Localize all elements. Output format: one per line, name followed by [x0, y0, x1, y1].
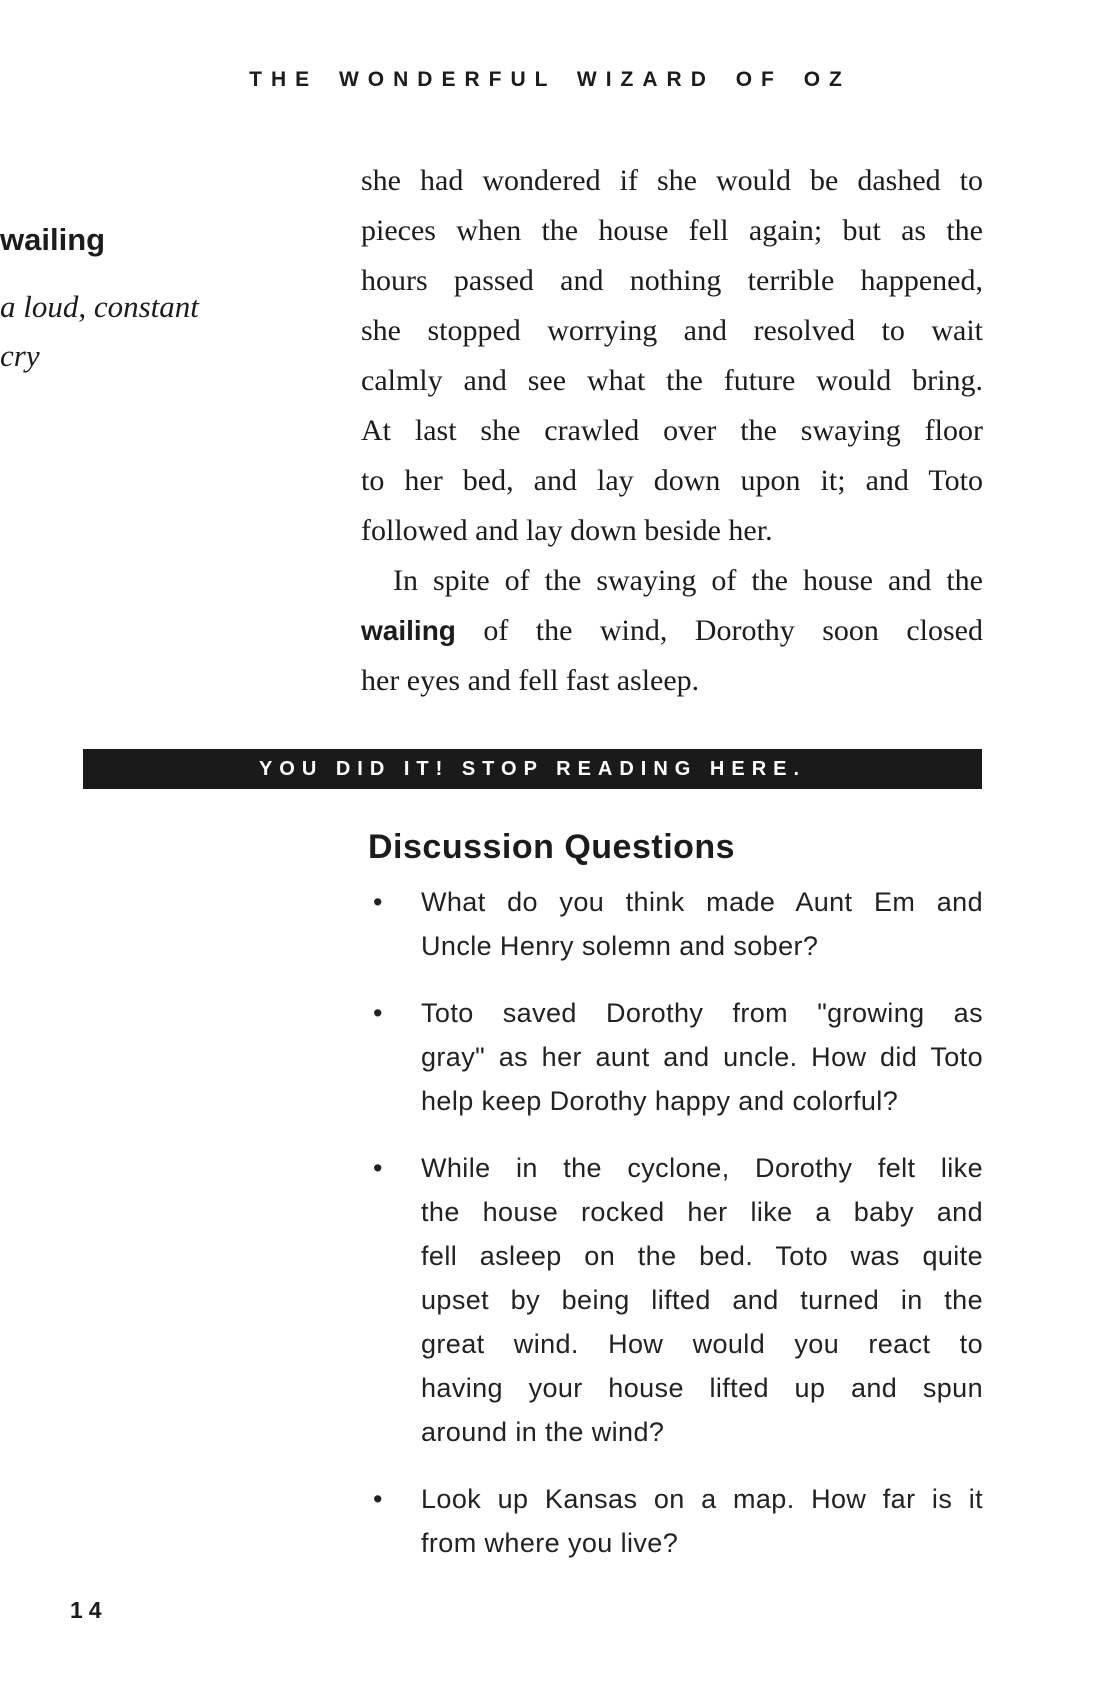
story-text-segment: she had wondered if she would be dashed to [361, 164, 983, 197]
story-text-segment: she stopped worrying and resolved to wait [361, 314, 983, 347]
question-line: help keep Dorothy happy and colorful? [421, 1086, 899, 1116]
story-text-segment: her eyes and fell fast asleep. [361, 664, 700, 697]
story-text-segment: to her bed, and lay down upon it; and Toto [361, 464, 983, 497]
story-line [361, 406, 983, 456]
question-line: having your house lifted up and spun [421, 1373, 983, 1403]
vocab-term: wailing [0, 222, 106, 257]
bullet-icon: • [373, 887, 383, 917]
vocab-word-highlight: wailing [361, 615, 456, 646]
story-line [361, 156, 983, 206]
question-text [421, 1477, 983, 1565]
question-line: the house rocked her like a baby and [421, 1197, 983, 1227]
question-line: from where you live? [421, 1528, 679, 1558]
story-line [361, 556, 983, 606]
question-item [373, 1477, 983, 1565]
story-line [361, 606, 983, 656]
story-text-segment: In spite of the swaying of the house and the [393, 564, 983, 597]
question-text [421, 1146, 983, 1454]
question-line: fell asleep on the bed. Toto was quite [421, 1241, 983, 1271]
vocab-definition-line: cry [0, 338, 40, 373]
bullet-icon: • [373, 998, 383, 1028]
question-line: What do you think made Aunt Em and [421, 887, 983, 917]
running-header: THE WONDERFUL WIZARD OF OZ [249, 68, 851, 91]
bullet-icon: • [373, 1153, 383, 1183]
story-text [361, 156, 983, 706]
question-item [373, 991, 983, 1123]
discussion-questions-list [373, 880, 983, 1565]
story-line [361, 256, 983, 306]
discussion-questions-heading: Discussion Questions [368, 828, 736, 866]
story-line [361, 306, 983, 356]
stop-reading-banner [83, 749, 982, 789]
story-text-segment: followed and lay down beside her. [361, 514, 773, 547]
story-text-segment: calmly and see what the future would bring. [361, 364, 983, 397]
story-line [361, 356, 983, 406]
story-text-segment: At last she crawled over the swaying floor [361, 414, 983, 447]
stop-reading-label: YOU DID IT! STOP READING HERE. [258, 758, 807, 780]
page-number: 14 [70, 1597, 108, 1623]
story-text-segment: hours passed and nothing terrible happened, [361, 264, 983, 297]
bullet-icon: • [373, 1484, 383, 1514]
vocab-definition-line: a loud, constant [0, 289, 199, 324]
story-text-segment: pieces when the house fell again; but as the [361, 214, 983, 247]
question-line: upset by being lifted and turned in the [421, 1285, 983, 1315]
question-line: Look up Kansas on a map. How far is it [421, 1484, 983, 1514]
question-line: While in the cyclone, Dorothy felt like [421, 1153, 983, 1183]
story-line [361, 656, 983, 706]
story-line [361, 506, 983, 556]
question-text [421, 880, 983, 968]
question-item [373, 1146, 983, 1454]
story-line [361, 456, 983, 506]
question-line: great wind. How would you react to [421, 1329, 983, 1359]
vocab-definition [0, 282, 270, 380]
question-line: Uncle Henry solemn and sober? [421, 931, 819, 961]
question-line: gray" as her aunt and uncle. How did Toto [421, 1042, 983, 1072]
question-text [421, 991, 983, 1123]
story-text-segment: of the wind, Dorothy soon closed [455, 614, 983, 647]
story-line [361, 206, 983, 256]
question-line: around in the wind? [421, 1417, 665, 1447]
question-line: Toto saved Dorothy from "growing as [421, 998, 983, 1028]
question-item [373, 880, 983, 968]
